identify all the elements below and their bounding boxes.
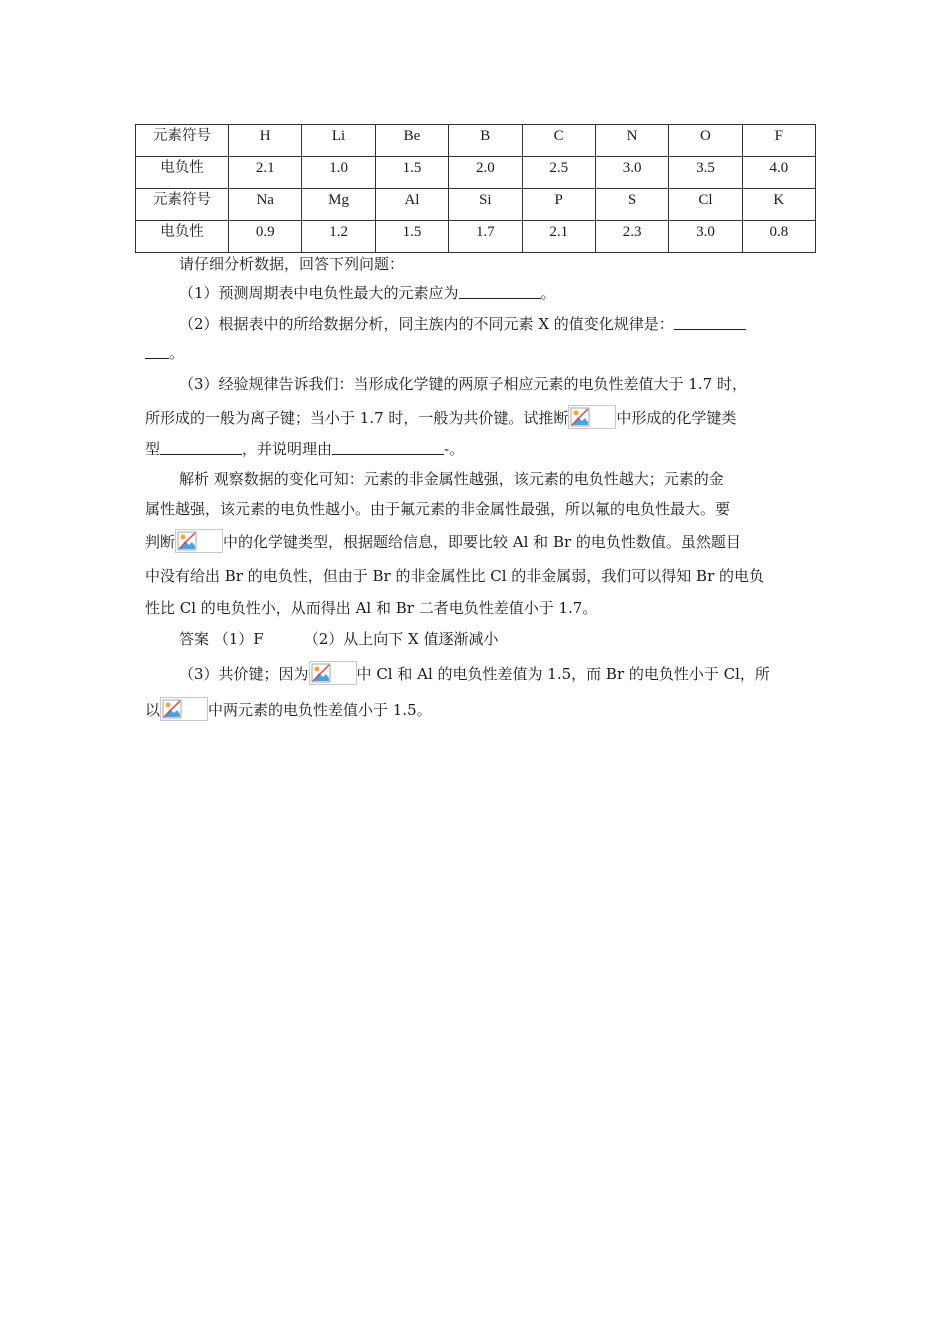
electronegativity-table xyxy=(135,124,816,253)
answer-text: 中两元素的电负性差值小于 1.5。 xyxy=(208,701,432,719)
table-cell: Na xyxy=(229,189,302,221)
table-cell: 1.2 xyxy=(302,221,375,253)
question-1 xyxy=(145,282,815,304)
analysis-text: 解析 观察数据的变化可知：元素的非金属性越强，该元素的电负性越大；元素的金 xyxy=(179,470,724,488)
table-cell: 2.0 xyxy=(449,157,522,189)
analysis-line-1 xyxy=(145,468,815,490)
broken-image-icon xyxy=(568,405,616,429)
question-2 xyxy=(145,313,815,335)
table-cell: O xyxy=(669,125,742,157)
answer-blank[interactable] xyxy=(459,283,541,299)
table-cell: Mg xyxy=(302,189,375,221)
table-cell: 2.1 xyxy=(522,221,595,253)
table-cell: Li xyxy=(302,125,375,157)
intro-line xyxy=(145,253,815,275)
broken-image-icon xyxy=(309,661,357,685)
analysis-line-3 xyxy=(145,529,815,553)
table-cell: 3.0 xyxy=(669,221,742,253)
q3-text: （3）经验规律告诉我们：当形成化学键的两原子相应元素的电负性差值大于 1.7 时， xyxy=(179,375,747,393)
question-3-line-3 xyxy=(145,438,815,460)
row-label: 电负性 xyxy=(136,221,229,253)
table-row xyxy=(136,125,816,157)
analysis-text: 中没有给出 Br 的电负性，但由于 Br 的非金属性比 Cl 的非金属弱，我们可以得知 Br 的电负 xyxy=(145,567,765,585)
table-cell: 2.3 xyxy=(595,221,668,253)
analysis-text: 性比 Cl 的电负性小，从而得出 Al 和 Br 二者电负性差值小于 1.7。 xyxy=(145,599,598,617)
intro-text: 请仔细分析数据，回答下列问题： xyxy=(179,255,405,273)
table-cell: Al xyxy=(375,189,448,221)
table-cell: Si xyxy=(449,189,522,221)
row-label: 电负性 xyxy=(136,157,229,189)
answer-blank[interactable] xyxy=(145,343,169,359)
answer-text: （2）从上向下 X 值逐渐减小 xyxy=(303,630,499,648)
row-label: 元素符号 xyxy=(136,125,229,157)
table-cell: 1.5 xyxy=(375,221,448,253)
broken-image-icon xyxy=(160,697,208,721)
question-3-line-1 xyxy=(145,373,815,395)
table-cell: 1.0 xyxy=(302,157,375,189)
table-cell: 2.1 xyxy=(229,157,302,189)
q3-text: 型 xyxy=(145,440,161,458)
table-cell: 1.5 xyxy=(375,157,448,189)
analysis-line-5 xyxy=(145,597,815,619)
answer-line-3 xyxy=(145,697,815,721)
q2-end: 。 xyxy=(169,344,185,362)
answer-line-1 xyxy=(145,628,815,650)
analysis-line-2 xyxy=(145,498,815,520)
analysis-text: 属性越强，该元素的电负性越小。由于氟元素的非金属性最强，所以氟的电负性最大。要 xyxy=(145,500,731,518)
table-cell: Be xyxy=(375,125,448,157)
row-label: 元素符号 xyxy=(136,189,229,221)
answer-blank[interactable] xyxy=(674,314,746,330)
table-cell: 2.5 xyxy=(522,157,595,189)
broken-image-icon xyxy=(175,529,223,553)
q1-end: 。 xyxy=(540,284,556,302)
table-cell: Cl xyxy=(669,189,742,221)
table-cell: 4.0 xyxy=(742,157,815,189)
answer-text: 以 xyxy=(145,701,161,719)
analysis-text: 中的化学键类型，根据题给信息，即要比较 Al 和 Br 的电负性数值。虽然题目 xyxy=(223,533,741,551)
q2-text: （2）根据表中的所给数据分析，同主族内的不同元素 X 的值变化规律是： xyxy=(179,315,674,333)
table-cell: 3.5 xyxy=(669,157,742,189)
answer-text: 答案 （1）F xyxy=(179,630,264,648)
question-3-line-2 xyxy=(145,405,815,429)
q3-end: -。 xyxy=(444,440,465,458)
table-cell: 0.9 xyxy=(229,221,302,253)
q1-text: （1）预测周期表中电负性最大的元素应为 xyxy=(179,284,459,302)
table-cell: 1.7 xyxy=(449,221,522,253)
q3-text: ，并说明理由 xyxy=(242,440,333,458)
analysis-line-4 xyxy=(145,565,815,587)
q3-text: 所形成的一般为离子键；当小于 1.7 时，一般为共价键。试推断 xyxy=(145,409,569,427)
answer-text: （3）共价键；因为 xyxy=(179,665,309,683)
table-cell: K xyxy=(742,189,815,221)
table-cell: N xyxy=(595,125,668,157)
table-row xyxy=(136,157,816,189)
question-2-cont xyxy=(145,342,815,364)
table-row xyxy=(136,221,816,253)
table-cell: 0.8 xyxy=(742,221,815,253)
answer-blank[interactable] xyxy=(160,439,242,455)
answer-blank[interactable] xyxy=(332,439,444,455)
table-cell: P xyxy=(522,189,595,221)
table-cell: H xyxy=(229,125,302,157)
q3-text: 中形成的化学键类 xyxy=(616,409,737,427)
table-row xyxy=(136,189,816,221)
table-cell: F xyxy=(742,125,815,157)
answer-line-2 xyxy=(145,661,815,685)
table-cell: C xyxy=(522,125,595,157)
table-cell: S xyxy=(595,189,668,221)
table-cell: B xyxy=(449,125,522,157)
answer-text: 中 Cl 和 Al 的电负性差值为 1.5，而 Br 的电负性小于 Cl，所 xyxy=(356,665,770,683)
analysis-text: 判断 xyxy=(145,533,176,551)
table-cell: 3.0 xyxy=(595,157,668,189)
